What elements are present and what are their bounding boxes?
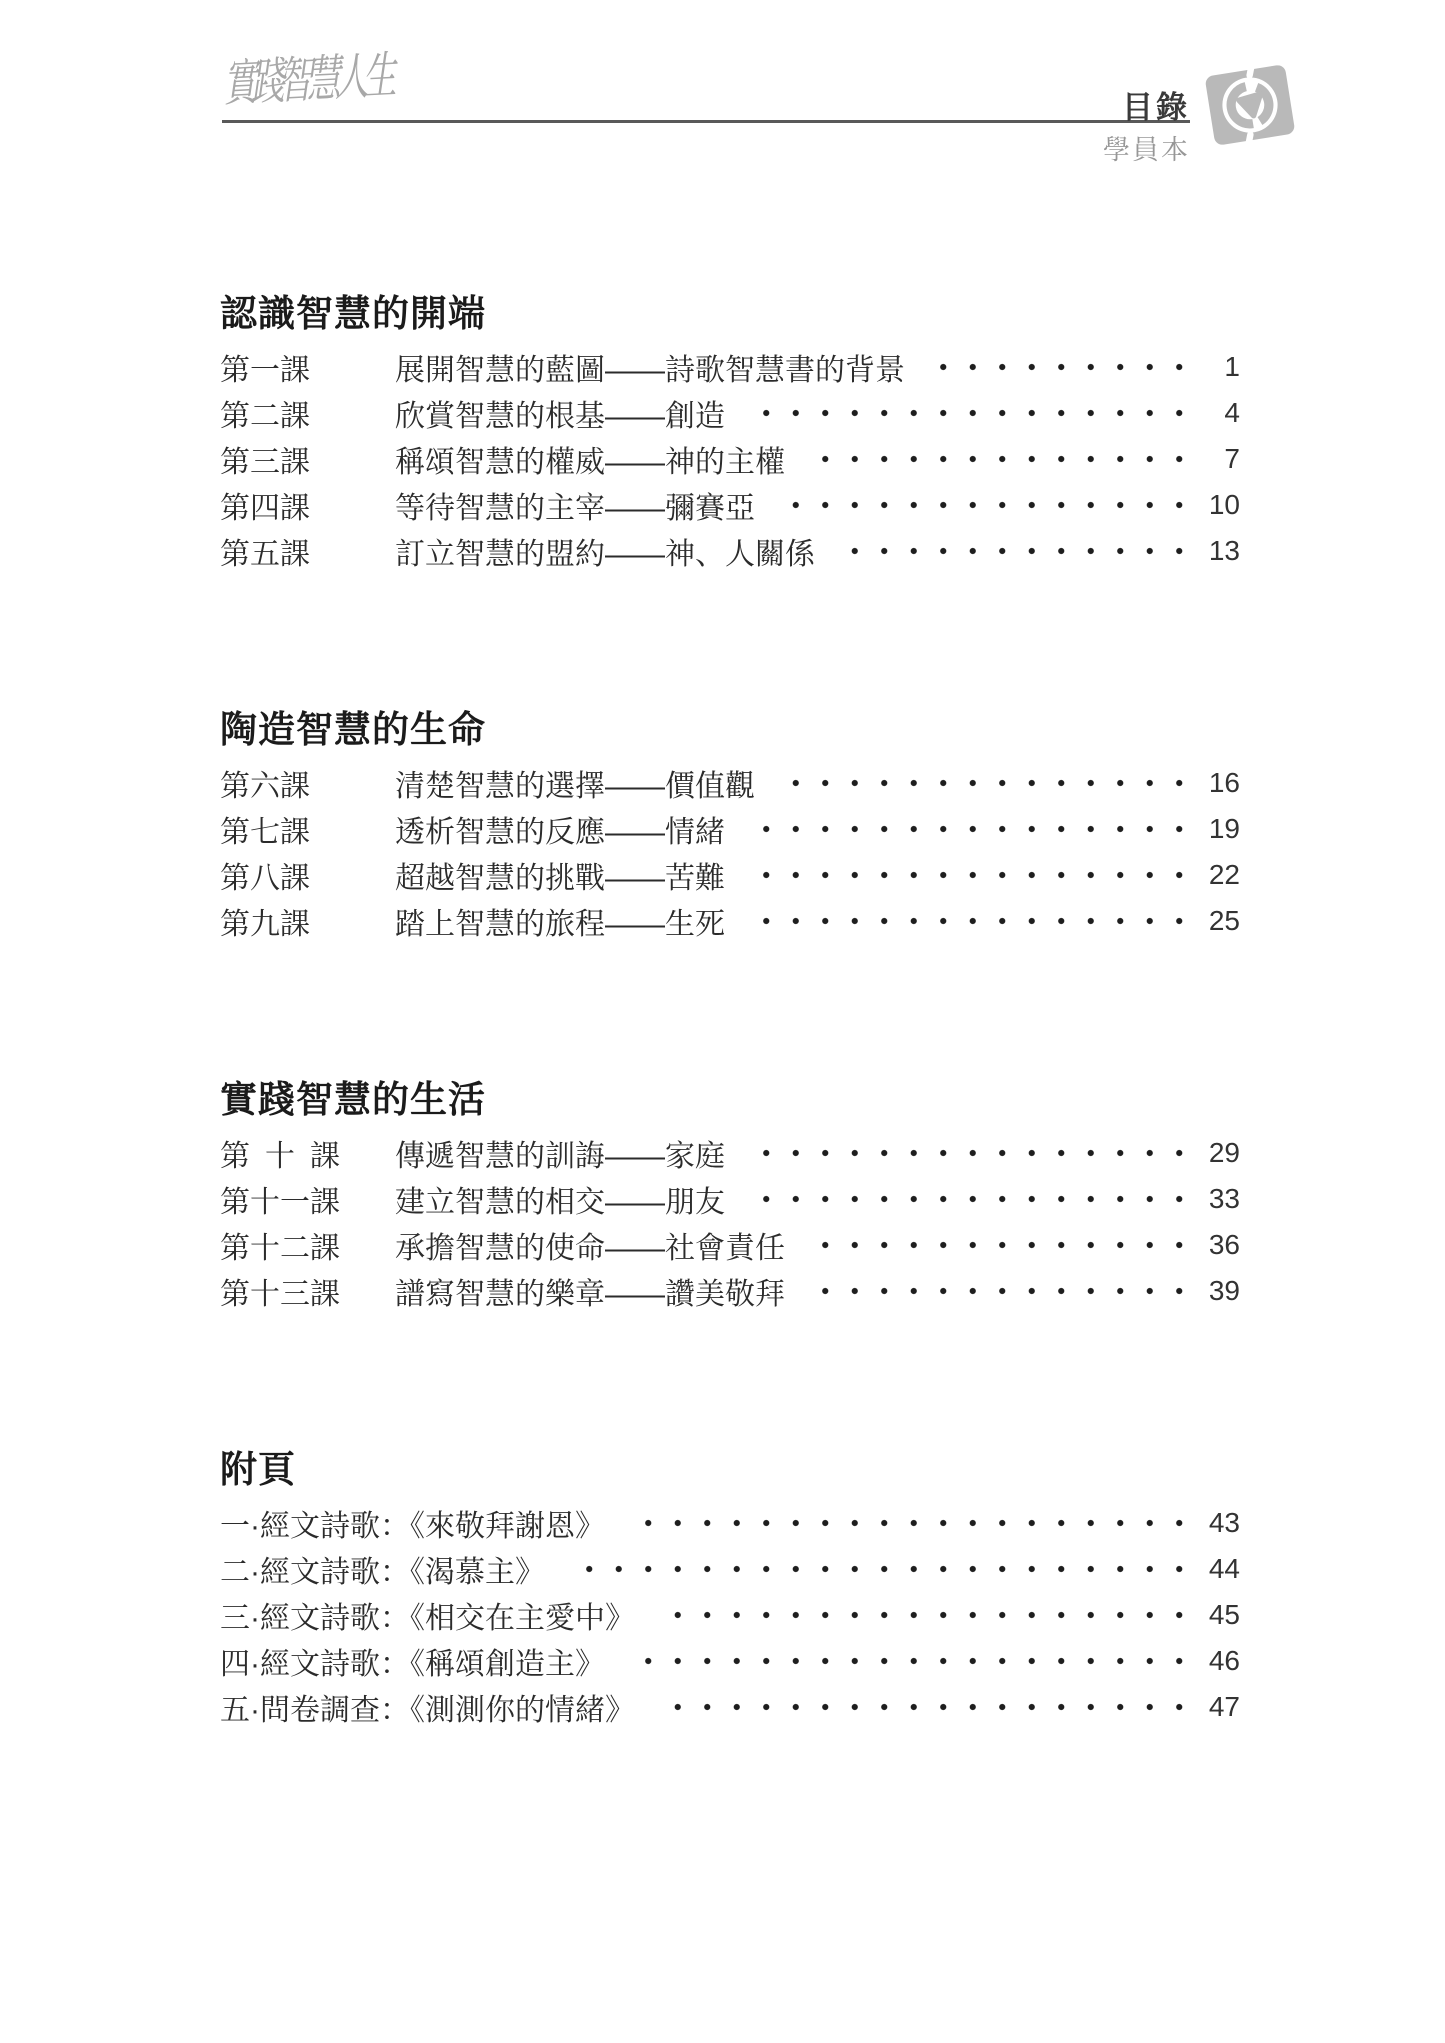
toc-row — [220, 852, 1240, 898]
toc-row — [220, 344, 1240, 390]
lesson-number-label: 第五課 — [220, 538, 310, 571]
edition-label: 學員本 — [1103, 135, 1190, 165]
lesson-number-label: 第 十 課 — [220, 1140, 340, 1173]
section-heading: 實踐智慧的生活 — [220, 1079, 486, 1120]
dot-leader — [659, 1684, 1194, 1730]
lesson-title: 透析智慧的反應——情緒 — [395, 816, 725, 849]
toc-row — [220, 760, 1240, 806]
dot-leader — [749, 852, 1194, 898]
page-number: 47 — [1208, 1691, 1240, 1722]
section-rows — [220, 760, 1240, 944]
toc-row — [220, 482, 1240, 528]
lesson-number-label: 第七課 — [220, 816, 310, 849]
toc-section — [220, 1448, 1240, 1730]
toc-row — [220, 1684, 1240, 1730]
lesson-title: 五·問卷調查：《測測你的情緒》 — [220, 1694, 635, 1727]
lesson-title: 等待智慧的主宰——彌賽亞 — [395, 492, 755, 525]
lesson-title: 踏上智慧的旅程——生死 — [395, 908, 725, 941]
page-number: 46 — [1208, 1645, 1240, 1676]
page-number: 36 — [1208, 1229, 1240, 1260]
toc-section — [220, 1078, 1240, 1314]
section-heading: 認識智慧的開端 — [220, 293, 486, 334]
toc-row — [220, 806, 1240, 852]
dot-leader — [749, 1176, 1194, 1222]
dot-leader — [749, 390, 1194, 436]
page-number: 19 — [1208, 813, 1240, 844]
dot-leader — [779, 482, 1194, 528]
page-number: 10 — [1208, 489, 1240, 520]
lesson-number-label: 第一課 — [220, 354, 310, 387]
lesson-number-label: 第二課 — [220, 400, 310, 433]
page-number: 22 — [1208, 859, 1240, 890]
lesson-number-label: 第九課 — [220, 908, 310, 941]
toc-row — [220, 528, 1240, 574]
page-number: 44 — [1208, 1553, 1240, 1584]
dot-leader — [749, 898, 1194, 944]
page-title: 目錄 — [1122, 90, 1190, 125]
brand-calligraphy-logo: 實踐智慧人生 — [222, 47, 391, 112]
section-heading: 陶造智慧的生命 — [220, 709, 486, 750]
dot-leader — [629, 1638, 1194, 1684]
toc-row — [220, 1638, 1240, 1684]
lesson-number-label: 第十二課 — [220, 1232, 340, 1265]
lesson-title: 清楚智慧的選擇——價值觀 — [395, 770, 755, 803]
toc-row — [220, 1176, 1240, 1222]
lesson-number-label: 第十一課 — [220, 1186, 340, 1219]
toc-row — [220, 1546, 1240, 1592]
page-number: 7 — [1224, 443, 1240, 474]
dot-leader — [809, 436, 1194, 482]
toc-section — [220, 708, 1240, 944]
dot-leader — [629, 1500, 1194, 1546]
toc-row — [220, 898, 1240, 944]
toc-row — [220, 390, 1240, 436]
dot-leader — [839, 528, 1194, 574]
publisher-mark-icon — [1204, 60, 1296, 150]
page-number: 25 — [1208, 905, 1240, 936]
lesson-title: 稱頌智慧的權威——神的主權 — [395, 446, 785, 479]
lesson-number-label: 第十三課 — [220, 1278, 340, 1311]
toc-row — [220, 436, 1240, 482]
toc-row — [220, 1268, 1240, 1314]
section-rows — [220, 1500, 1240, 1730]
section-rows — [220, 1130, 1240, 1314]
page-number: 13 — [1208, 535, 1240, 566]
toc-row — [220, 1592, 1240, 1638]
page-number: 45 — [1208, 1599, 1240, 1630]
toc-content — [220, 292, 1240, 1730]
lesson-number-label: 第六課 — [220, 770, 310, 803]
lesson-title: 訂立智慧的盟約——神、人關係 — [395, 538, 815, 571]
lesson-number-label: 第三課 — [220, 446, 310, 479]
section-heading: 附頁 — [220, 1449, 296, 1490]
lesson-title: 三·經文詩歌：《相交在主愛中》 — [220, 1602, 635, 1635]
dot-leader — [749, 806, 1194, 852]
toc-row — [220, 1130, 1240, 1176]
section-rows — [220, 344, 1240, 574]
lesson-title: 超越智慧的挑戰——苦難 — [395, 862, 725, 895]
lesson-title: 四·經文詩歌：《稱頌創造主》 — [220, 1648, 605, 1681]
dot-leader — [569, 1546, 1194, 1592]
page-number: 33 — [1208, 1183, 1240, 1214]
page-number: 39 — [1208, 1275, 1240, 1306]
page-number: 4 — [1224, 397, 1240, 428]
toc-row — [220, 1222, 1240, 1268]
page-number: 29 — [1208, 1137, 1240, 1168]
toc-row — [220, 1500, 1240, 1546]
dot-leader — [749, 1130, 1194, 1176]
lesson-title: 一·經文詩歌：《來敬拜謝恩》 — [220, 1510, 605, 1543]
dot-leader — [809, 1268, 1194, 1314]
lesson-title: 二·經文詩歌：《渴慕主》 — [220, 1556, 545, 1589]
page-number: 1 — [1224, 351, 1240, 382]
toc-section — [220, 292, 1240, 574]
dot-leader — [659, 1592, 1194, 1638]
lesson-title: 譜寫智慧的樂章——讚美敬拜 — [395, 1278, 785, 1311]
page-number: 16 — [1208, 767, 1240, 798]
lesson-title: 建立智慧的相交——朋友 — [395, 1186, 725, 1219]
lesson-title: 欣賞智慧的根基——創造 — [395, 400, 725, 433]
lesson-title: 展開智慧的藍圖——詩歌智慧書的背景 — [395, 354, 905, 387]
page-number: 43 — [1208, 1507, 1240, 1538]
dot-leader — [809, 1222, 1194, 1268]
lesson-number-label: 第四課 — [220, 492, 310, 525]
dot-leader — [779, 760, 1194, 806]
lesson-title: 傳遞智慧的訓誨——家庭 — [395, 1140, 725, 1173]
lesson-number-label: 第八課 — [220, 862, 310, 895]
lesson-title: 承擔智慧的使命——社會責任 — [395, 1232, 785, 1265]
dot-leader — [929, 344, 1194, 390]
